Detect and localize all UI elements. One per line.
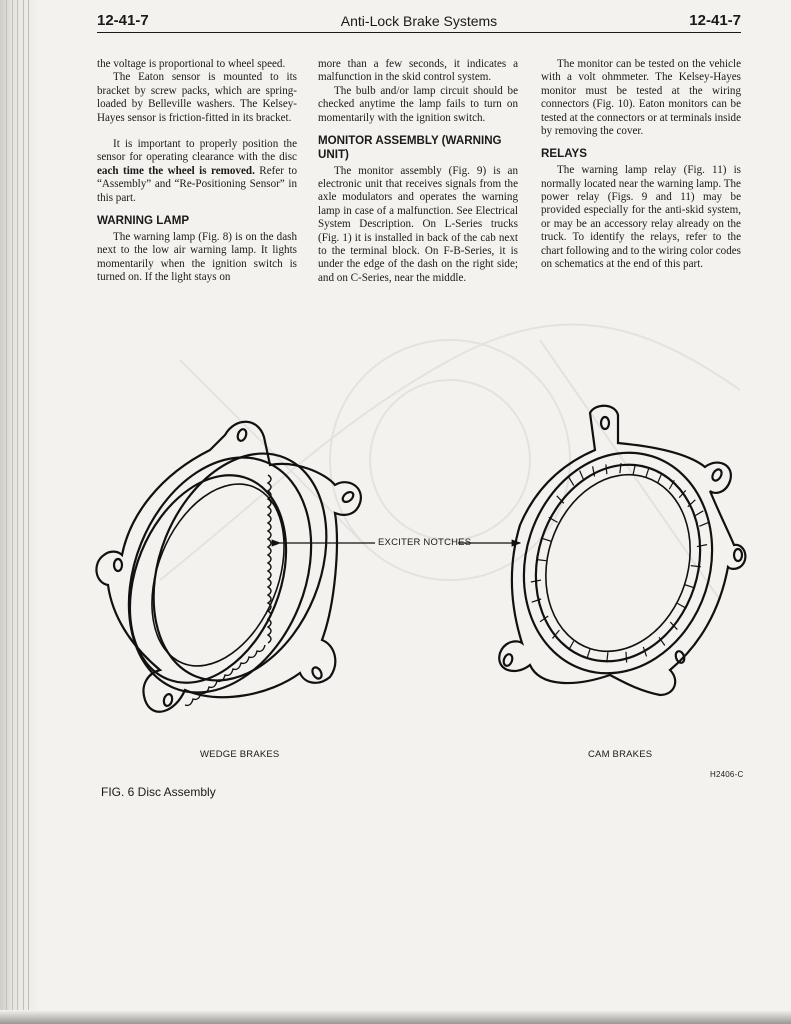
- paragraph: The bulb and/or lamp circuit should be checked anytime the lamp fails to turn on momentarily with the ignition switch.: [318, 84, 518, 124]
- paragraph: more than a few seconds, it indicates a malfunction in the skid control system.: [318, 58, 518, 84]
- section-heading-monitor-assembly: MONITOR ASSEMBLY (WARNING UNIT): [318, 134, 502, 161]
- paragraph: The monitor assembly (Fig. 9) is an electronic unit that receives signals from the axle modulators and operates the warning lamp in case of a malfunction. See Electrical System Description. On L-Series trucks (Fig. 1) it is installed in back of the cab next to the terminal block. On F-B-Series, it is under the edge of the dash on the right side; and on C-Series, near the middle.: [318, 164, 518, 284]
- paragraph: The warning lamp relay (Fig. 11) is normally located near the warning lamp. The power relay (Figs. 9 and 11) may be provided especially for the anti-skid system, or may be an accessory relay already on the truck. To identify the relays, refer to the chart following and to the wiring color codes on schematics at the end of this part.: [541, 164, 741, 271]
- callout-exciter-notches: EXCITER NOTCHES: [378, 537, 472, 548]
- page-title: Anti-Lock Brake Systems: [340, 13, 498, 29]
- label-cam-brakes: CAM BRAKES: [588, 749, 653, 760]
- text-column-3: [541, 58, 741, 271]
- header-rule: [97, 32, 741, 33]
- paragraph: The monitor can be tested on the vehicle with a volt ohmmeter. The Kelsey-Hayes monitor must be tested at the wiring connectors (Fig. 10). Eaton monitors can be tested at the connectors or at terminals inside by removing the cover.: [541, 58, 741, 138]
- paragraph: the voltage is proportional to wheel speed.: [97, 58, 286, 70]
- paragraph-text: It is important to properly position the sensor for operating clearance with the disc: [97, 138, 297, 164]
- paragraph: The warning lamp (Fig. 8) is on the dash next to the low air warning lamp. It lights momentarily when the ignition switch is turned on. If the light stays on: [97, 230, 297, 284]
- paragraph: The Eaton sensor is mounted to its bracket by screw packs, which are spring-loaded by Belleville washers. The Kelsey-Hayes sensor is friction-fitted in its bracket.: [97, 71, 297, 124]
- disc-assembly-drawing: [90, 395, 760, 775]
- disc-assembly-figure: [90, 395, 760, 779]
- wedge-exciter-notches: [185, 475, 271, 705]
- emphasis-text: each time the wheel is removed.: [97, 164, 255, 177]
- section-heading-warning-lamp: WARNING LAMP: [97, 214, 190, 228]
- paragraph: [97, 138, 297, 205]
- text-column-2: [318, 58, 518, 285]
- cam-brake-disc: [496, 406, 746, 698]
- page-bottom-edge: [0, 1010, 791, 1024]
- section-heading-relays: RELAYS: [541, 147, 587, 161]
- label-wedge-brakes: WEDGE BRAKES: [200, 749, 280, 760]
- figure-caption: FIG. 6 Disc Assembly: [101, 785, 216, 799]
- figure-code: H2406-C: [710, 770, 744, 779]
- text-column-1: [97, 58, 297, 284]
- page-header: [97, 10, 741, 32]
- page-number-right: 12-41-7: [689, 12, 741, 29]
- paragraph-text: Refer to “Assembly” and “Re-Positioning Sensor” in this part.: [97, 164, 298, 204]
- page-number-left: 12-41-7: [97, 12, 149, 29]
- page-binding-edge: [0, 0, 40, 1024]
